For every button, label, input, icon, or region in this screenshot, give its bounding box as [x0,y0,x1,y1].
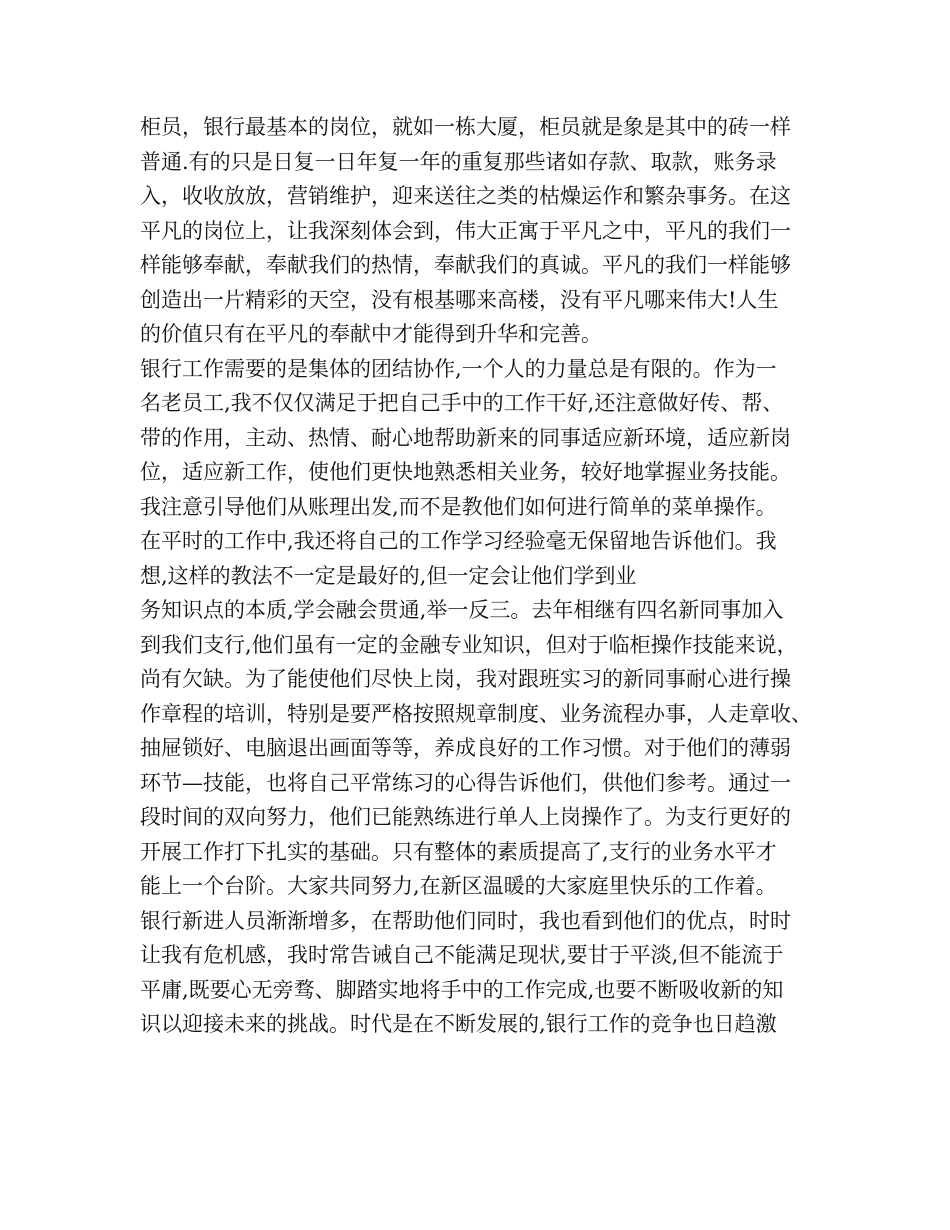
text-line: 到我们支行,他们虽有一定的金融专业知识，但对于临柜操作技能来说， [140,632,798,657]
text-line: 入，收收放放，营销维护，迎来送往之类的枯燥运作和繁杂事务。在这 [140,184,791,208]
text-line: 抽屉锁好、电脑退出画面等等，养成良好的工作习惯。对于他们的薄弱 [140,736,791,760]
text-line: 段时间的双向努力，他们已能熟练进行单人上岗操作了。为支行更好的 [140,805,791,829]
text-line: 样能够奉献，奉献我们的热情，奉献我们的真诚。平凡的我们一样能够 [140,253,791,277]
text-line: 银行新进人员渐渐增多，在帮助他们同时，我也看到他们的优点，时时 [140,908,791,933]
text-line: 在平时的工作中,我还将自己的工作学习经验毫无保留地告诉他们。我 [140,529,777,553]
text-line: 我注意引导他们从账理出发,而不是教他们如何进行简单的菜单操作。 [140,494,777,519]
text-line: 想,这样的教法不一定是最好的,但一定会让他们学到业 [140,563,637,588]
text-line: 务知识点的本质,学会融会贯通,举一反三。去年相继有四名新同事加入 [140,598,784,622]
text-line: 让我有危机感，我时常告诫自己不能满足现状,要甘于平淡,但不能流于 [140,943,784,967]
text-line: 平庸,既要心无旁骛、脚踏实地将手中的工作完成,也要不断吸收新的知 [140,977,784,1002]
text-line: 带的作用，主动、热情、耐心地帮助新来的同事适应新环境，适应新岗 [140,425,791,450]
text-line: 作章程的培训，特别是要严格按照规章制度、业务流程办事，人走章收、 [140,701,812,726]
text-line: 名老员工,我不仅仅满足于把自己手中的工作干好,还注意做好传、帮、 [140,391,784,415]
text-line: 尚有欠缺。为了能使他们尽快上岗，我对跟班实习的新同事耐心进行操 [140,667,791,691]
text-line: 开展工作打下扎实的基础。只有整体的素质提高了,支行的业务水平才 [140,839,777,864]
text-line: 的价值只有在平凡的奉献中才能得到升华和完善。 [140,322,602,346]
text-line: 创造出一片精彩的天空，没有根基哪来高楼，没有平凡哪来伟大!人生 [140,287,779,312]
text-line: 识以迎接未来的挑战。时代是在不断发展的,银行工作的竞争也日趋激 [140,1012,777,1036]
document-body [140,110,830,1042]
text-line: 柜员，银行最基本的岗位，就如一栋大厦，柜员就是象是其中的砖一样 [140,115,791,139]
text-line: 能上一个台阶。大家共同努力,在新区温暖的大家庭里快乐的工作着。 [140,874,777,898]
text-line: 平凡的岗位上，让我深刻体会到，伟大正寓于平凡之中，平凡的我们一 [140,218,791,243]
text-line: 环节—技能，也将自己平常练习的心得告诉他们，供他们参考。通过一 [140,770,791,795]
text-line: 位，适应新工作，使他们更快地熟悉相关业务，较好地掌握业务技能。 [140,460,791,484]
text-line: 普通.有的只是日复一日年复一年的重复那些诸如存款、取款，账务录 [140,149,777,174]
text-line: 银行工作需要的是集体的团结协作,一个人的力量总是有限的。作为一 [140,356,777,381]
